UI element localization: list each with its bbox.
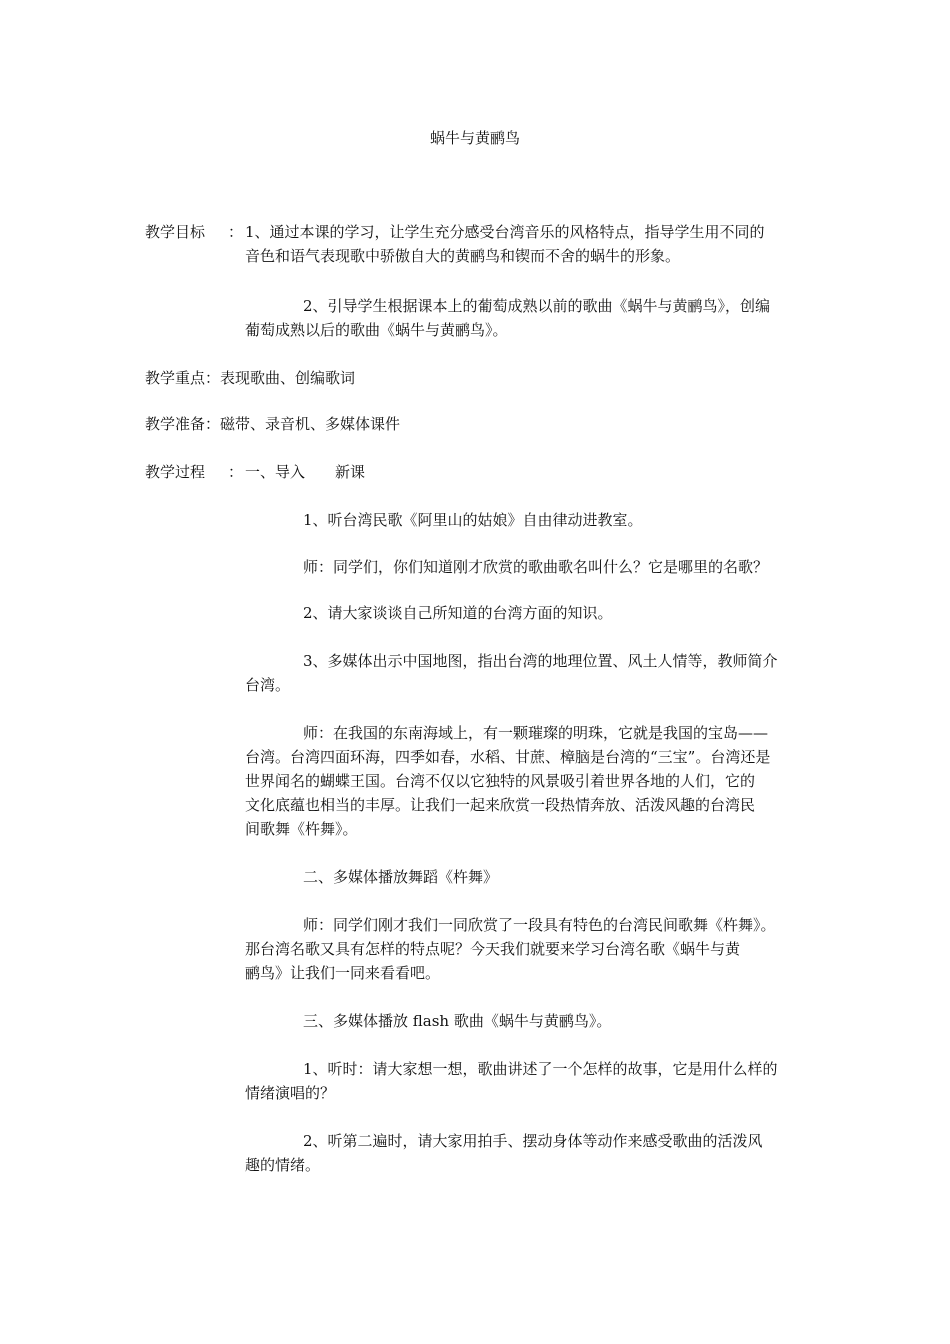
paragraph-5-line-5: 间歌舞《杵舞》。 <box>245 820 358 838</box>
paragraph-5-line-4: 文化底蕴也相当的丰厚。让我们一起来欣赏一段热情奔放、活泼风趣的台湾民 <box>245 796 756 814</box>
process-label: 教学过程 <box>145 463 206 481</box>
teaching-focus: 教学重点：表现歌曲、创编歌词 <box>145 369 356 387</box>
paragraph-1: 1、听台湾民歌《阿里山的姑娘》自由律动进教室。 <box>303 511 643 529</box>
paragraph-7-line-1: 1、听时：请大家想一想，歌曲讲述了一个怎样的故事，它是用什么样的 <box>303 1060 778 1078</box>
objective-1-line-1: 1、通过本课的学习，让学生充分感受台湾音乐的风格特点，指导学生用不同的 <box>245 223 765 241</box>
objective-1-line-2: 音色和语气表现歌中骄傲自大的黄鹂鸟和锲而不舍的蜗牛的形象。 <box>245 247 681 265</box>
paragraph-6-line-3: 鹂鸟》让我们一同来看看吧。 <box>245 964 441 982</box>
objective-2-line-2: 葡萄成熟以后的歌曲《蜗牛与黄鹂鸟》。 <box>245 321 508 339</box>
process-step-1: 一、导入 新课 <box>245 463 366 481</box>
paragraph-7-line-2: 情绪演唱的？ <box>245 1084 336 1102</box>
paragraph-6-line-2: 那台湾名歌又具有怎样的特点呢？今天我们就要来学习台湾名歌《蜗牛与黄 <box>245 940 741 958</box>
paragraph-4-line-1: 3、多媒体出示中国地图，指出台湾的地理位置、风土人情等，教师简介 <box>303 652 778 670</box>
paragraph-6-line-1: 师：同学们刚才我们一同欣赏了一段具有特色的台湾民间歌舞《杵舞》。 <box>303 916 776 934</box>
paragraph-5-line-1: 师：在我国的东南海域上，有一颗璀璨的明珠，它就是我国的宝岛—— <box>303 724 769 742</box>
objective-2-line-1: 2、引导学生根据课本上的葡萄成熟以前的歌曲《蜗牛与黄鹂鸟》，创编 <box>303 297 771 315</box>
document-title: 蜗牛与黄鹂鸟 <box>429 129 520 147</box>
paragraph-8-line-1: 2、听第二遍时，请大家用拍手、摆动身体等动作来感受歌曲的活泼风 <box>303 1132 763 1150</box>
objectives-colon: ： <box>228 223 244 241</box>
paragraph-2: 师：同学们，你们知道刚才欣赏的歌曲歌名叫什么？它是哪里的名歌？ <box>303 558 769 576</box>
paragraph-4-line-2: 台湾。 <box>245 676 291 694</box>
process-colon: ： <box>228 463 244 481</box>
paragraph-8-line-2: 趣的情绪。 <box>245 1156 321 1174</box>
paragraph-5-line-3: 世界闻名的蝴蝶王国。台湾不仅以它独特的风景吸引着世界各地的人们，它的 <box>245 772 756 790</box>
teaching-prep: 教学准备：磁带、录音机、多媒体课件 <box>145 415 401 433</box>
paragraph-5-line-2: 台湾。台湾四面环海，四季如春，水稻、甘蔗、樟脑是台湾的“三宝”。台湾还是 <box>245 748 771 766</box>
process-step-2: 二、多媒体播放舞蹈《杵舞》 <box>303 868 499 886</box>
process-step-3: 三、多媒体播放 flash 歌曲《蜗牛与黄鹂鸟》。 <box>303 1012 612 1030</box>
paragraph-3: 2、请大家谈谈自己所知道的台湾方面的知识。 <box>303 604 613 622</box>
objectives-label: 教学目标 <box>145 223 206 241</box>
